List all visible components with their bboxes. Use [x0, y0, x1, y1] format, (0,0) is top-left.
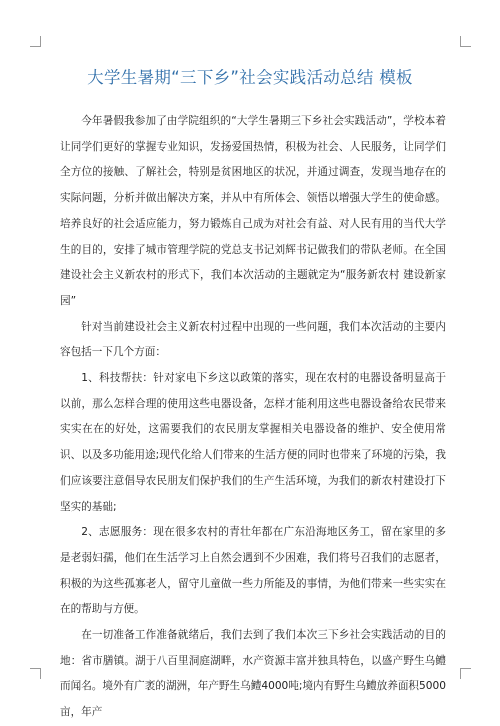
crop-mark-bottom-left: [30, 668, 41, 679]
crop-mark-top-left: [30, 36, 41, 47]
paragraph-tech-support: 1、科技帮扶：针对家电下乡这以政策的落实，现在农村的电器设备明显高于以前，那么怎样合理的使用这些电器设备，怎样才能利用这些电器设备给农民带来实实在在的好处，这需要我们的农民朋友掌握相关电器设备的维护、安全使用常识、以及多功能用途;现代化给人们带来的生活方便的同时也带来了环境的污染，我们应该要注意倡导农民朋友们保护我们的生产生活环境，为我们的新农村建设打下坚实的基础;: [60, 372, 446, 513]
crop-mark-top-right: [460, 36, 471, 47]
paragraph-volunteer-service: 2、志愿服务：现在很多农村的青壮年都在广东沿海地区务工，留在家里的多是老弱妇孺，他们在生活学习上自然会遇到不少困难，我们将号召我们的志愿者，积极的为这些孤寡老人，留守儿童做一些力所能及的事情，为他们带来一些实实在在的帮助与方便。: [60, 526, 446, 616]
paragraph-intro: 今年暑假我参加了由学院组织的“大学生暑期三下乡社会实践活动”，学校本着让同学们更好的掌握专业知识，发扬爱国热情，积极为社会、人民服务，让同学们全方位的接触、了解社会，特别是贫困地区的状况，并通过调查，发现当地存在的实际问题，分析并做出解决方案，并从中有所体会、领悟以增强大学生的使命感。培养良好的社会适应能力，努力锻炼自己成为对社会有益、对人民有用的当代大学生的目的，安排了城市管理学院的党总支书记刘辉书记做我们的带队老师。在全国建设社会主义新农村的形式下，我们本次活动的主题就定为“服务新农村 建设新家园”: [60, 115, 446, 307]
paragraph-destination: 在一切准备工作准备就绪后，我们去到了我们本次三下乡社会实践活动的目的地：省市膳镇。湖于八百里洞庭湖畔，水产资源丰富并独具特色，以盛产野生乌鳢而闻名。境外有广袤的湖洲，年产野生乌鳢4000吨;境内有野生乌鳢放养面积5000亩，年产: [60, 629, 446, 719]
document-body: [60, 109, 446, 726]
paragraph-content-overview: 针对当前建设社会主义新农村过程中出现的一些问题，我们本次活动的主要内容包括一下几个方面：: [60, 320, 446, 359]
crop-mark-bottom-right: [460, 668, 471, 679]
document-title: 大学生暑期“三下乡”社会实践活动总结 模板: [87, 68, 413, 87]
